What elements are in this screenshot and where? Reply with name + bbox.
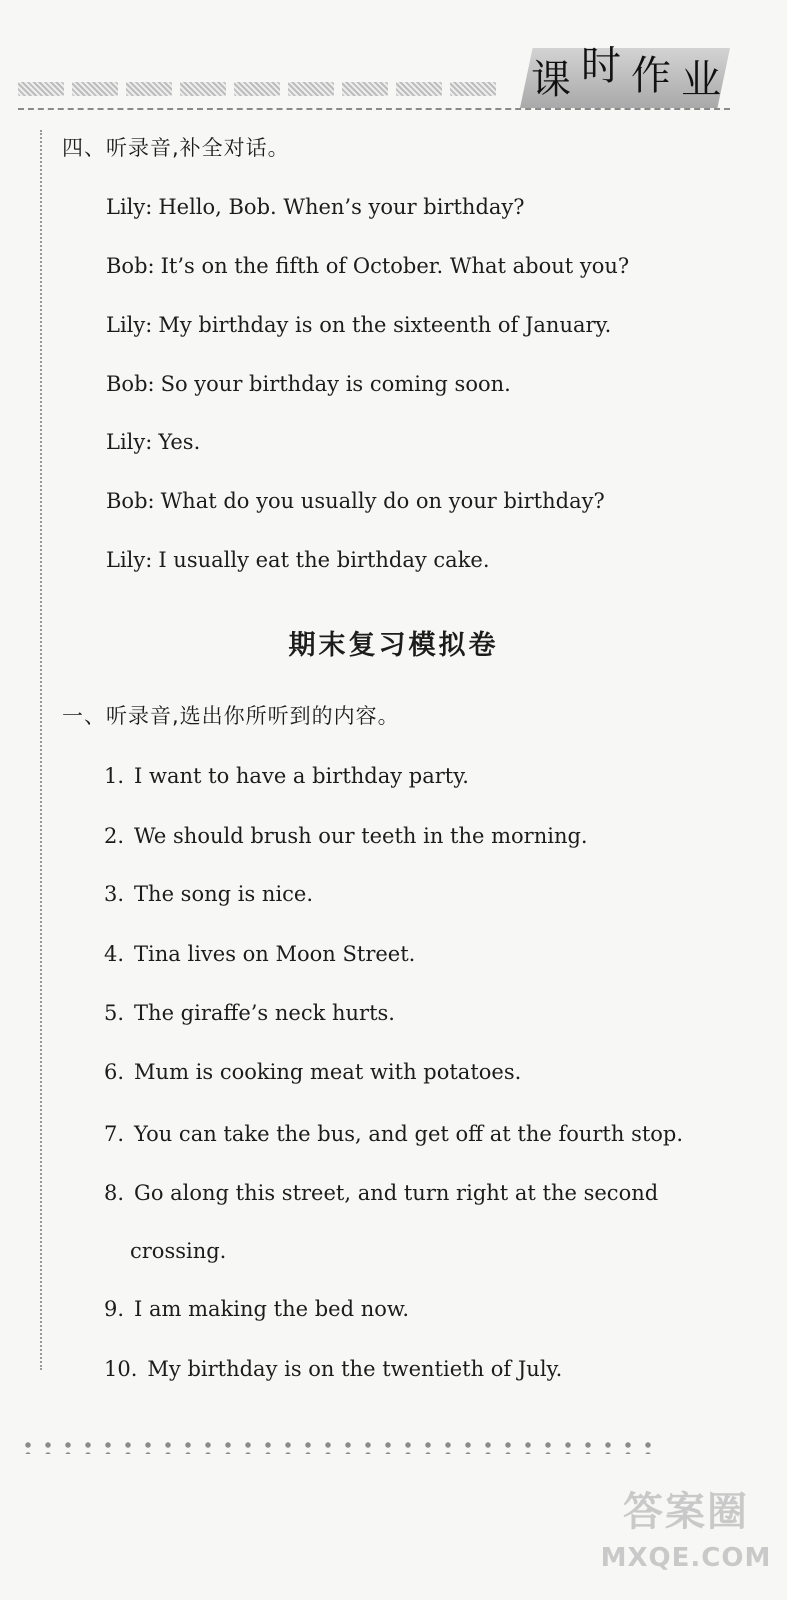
item-text: crossing.: [130, 1239, 227, 1263]
dialogue-text: Yes.: [158, 430, 201, 454]
header-pattern-block: [72, 82, 118, 96]
dialogue-line: [106, 487, 605, 515]
dialogue-speaker: Lily:: [106, 548, 153, 572]
item-text: You can take the bus, and get off at the fourth stop.: [134, 1122, 684, 1146]
header-pattern-block: [234, 82, 280, 96]
section-4-heading: 四、听录音,补全对话。: [62, 136, 290, 160]
dialogue-line: [106, 311, 611, 339]
list-item: [104, 1120, 683, 1148]
header-title-char: 业: [681, 56, 725, 103]
header-pattern-block: [126, 82, 172, 96]
page-header: [0, 0, 787, 125]
header-pattern-block: [288, 82, 334, 96]
dialogue-line: [106, 428, 200, 456]
dialogue-line: [106, 193, 525, 221]
watermark-url: MXQE.COM: [600, 1543, 772, 1573]
dialogue-text: It’s on the fifth of October. What about you?: [160, 254, 630, 278]
list-item: [104, 999, 395, 1027]
item-number: 4.: [104, 942, 125, 966]
header-pattern-block: [180, 82, 226, 96]
header-title: [528, 44, 728, 108]
review-title: 期末复习模拟卷: [288, 630, 499, 661]
list-item-continuation: [130, 1237, 226, 1265]
item-text: Go along this street, and turn right at the second: [134, 1181, 659, 1205]
dialogue-speaker: Lily:: [106, 430, 153, 454]
item-text: I am making the bed now.: [134, 1297, 410, 1321]
margin-dotted-line: [40, 130, 42, 1370]
item-number: 2.: [104, 824, 125, 848]
list-item: [104, 822, 588, 850]
dialogue-speaker: Bob:: [106, 372, 155, 396]
watermark-logo-text: 答案圈: [623, 1489, 749, 1535]
item-number: 6.: [104, 1060, 125, 1084]
item-number: 3.: [104, 882, 125, 906]
item-number: 10.: [104, 1357, 138, 1381]
list-item: [104, 762, 469, 790]
header-pattern-block: [396, 82, 442, 96]
list-item: [104, 940, 415, 968]
header-pattern-block: [342, 82, 388, 96]
list-item: [104, 1295, 409, 1323]
dialogue-speaker: Bob:: [106, 254, 155, 278]
item-text: Mum is cooking meat with potatoes.: [134, 1060, 522, 1084]
dialogue-text: Hello, Bob. When’s your birthday?: [158, 195, 525, 219]
header-title-char: 课: [531, 56, 575, 103]
item-number: 7.: [104, 1122, 125, 1146]
dialogue-line: [106, 546, 490, 574]
section-1-heading: 一、听录音,选出你所听到的内容。: [62, 704, 400, 728]
item-text: Tina lives on Moon Street.: [134, 942, 416, 966]
item-number: 9.: [104, 1297, 125, 1321]
header-divider: [18, 108, 730, 110]
item-text: The giraffe’s neck hurts.: [134, 1001, 395, 1025]
item-text: The song is nice.: [134, 882, 314, 906]
dialogue-text: So your birthday is coming soon.: [160, 372, 511, 396]
item-text: My birthday is on the twentieth of July.: [147, 1357, 563, 1381]
list-item: [104, 1058, 521, 1086]
dialogue-line: [106, 370, 511, 398]
footer-dotted-border: [18, 1440, 658, 1454]
item-number: 5.: [104, 1001, 125, 1025]
watermark: [596, 1480, 776, 1590]
header-pattern-block: [450, 82, 496, 96]
dialogue-text: I usually eat the birthday cake.: [158, 548, 490, 572]
header-pattern: [18, 78, 528, 100]
item-number: 1.: [104, 764, 125, 788]
list-item: [104, 1355, 562, 1383]
item-number: 8.: [104, 1181, 125, 1205]
header-title-char: 作: [631, 52, 675, 99]
item-text: I want to have a birthday party.: [134, 764, 469, 788]
dialogue-line: [106, 252, 629, 280]
dialogue-speaker: Lily:: [106, 313, 153, 337]
dialogue-speaker: Bob:: [106, 489, 155, 513]
list-item: [104, 880, 313, 908]
item-text: We should brush our teeth in the morning.: [134, 824, 588, 848]
dialogue-speaker: Lily:: [106, 195, 153, 219]
header-pattern-block: [18, 82, 64, 96]
dialogue-text: My birthday is on the sixteenth of January.: [158, 313, 612, 337]
dialogue-text: What do you usually do on your birthday?: [160, 489, 605, 513]
list-item: [104, 1179, 658, 1207]
header-title-char: 时: [581, 42, 625, 89]
